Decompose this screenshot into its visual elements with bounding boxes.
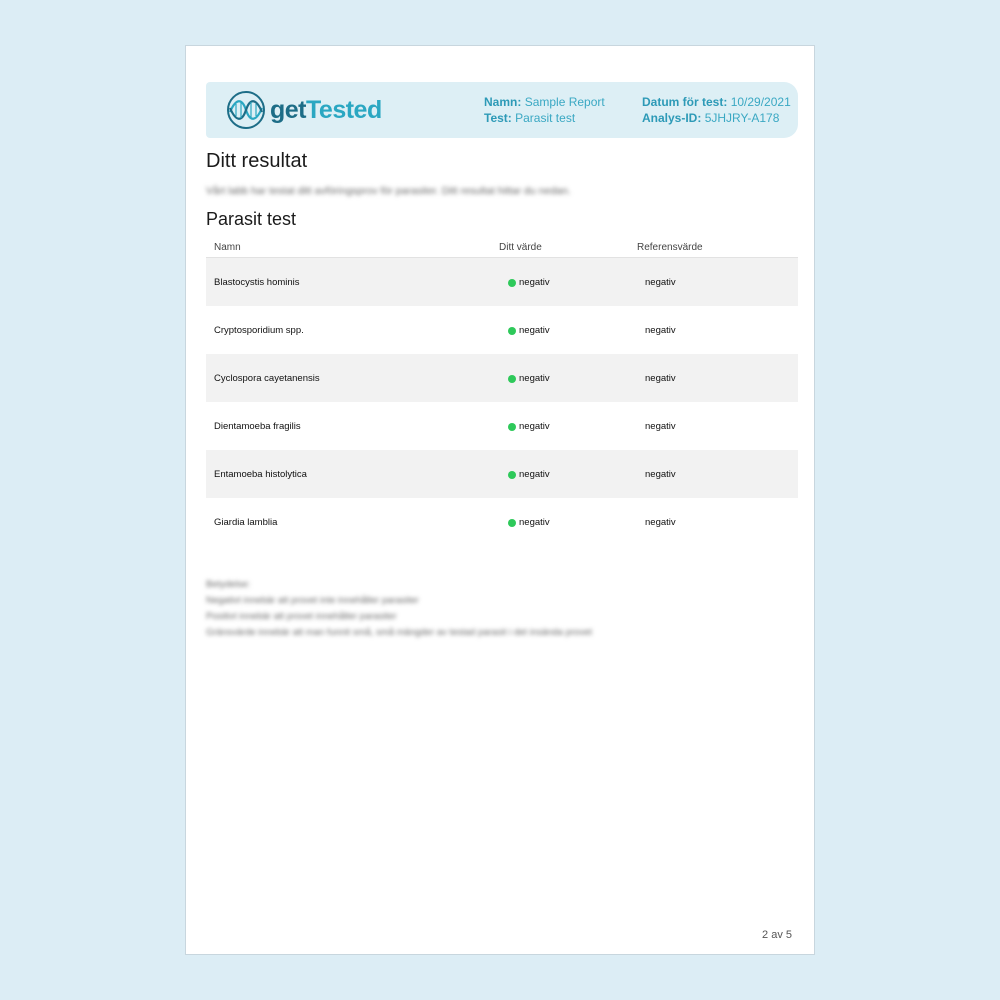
test-value: Parasit test [515,111,576,125]
table-row [206,354,798,402]
table-row [206,258,798,306]
status-dot-icon [508,519,516,527]
result-value: negativ [508,325,550,336]
results-table [206,240,798,546]
reference-value: negativ [645,325,676,336]
parasite-name: Giardia lamblia [214,517,278,528]
parasite-name: Cryptosporidium spp. [214,325,304,336]
table-row [206,402,798,450]
legend-line: Negativt innebär att provet inte innehåller parasiter [206,595,419,606]
reference-value: negativ [645,517,676,528]
parasite-name: Cyclospora cayetanensis [214,373,320,384]
status-dot-icon [508,327,516,335]
table-header [206,240,798,258]
result-value: negativ [508,517,550,528]
table-row [206,450,798,498]
parasite-name: Blastocystis hominis [214,277,300,288]
name-label: Namn: [484,95,522,109]
reference-value: negativ [645,421,676,432]
name-value: Sample Report [524,95,605,109]
reference-value: negativ [645,373,676,384]
report-header [206,82,798,138]
gettested-logo [226,90,382,130]
logo-wordmark: getTested [270,95,382,124]
analysis-value: 5JHJRY-A178 [704,111,780,125]
legend-line: Positivt innebär att provet innehåller parasiter [206,611,397,622]
result-value: negativ [508,373,550,384]
table-row [206,498,798,546]
column-header-value: Ditt värde [499,242,542,253]
result-value: negativ [508,421,550,432]
status-dot-icon [508,471,516,479]
dna-helix-icon [226,90,266,130]
legend-title: Betydelse: [206,579,251,590]
status-dot-icon [508,279,516,287]
parasite-name: Dientamoeba fragilis [214,421,301,432]
parasite-name: Entamoeba histolytica [214,469,307,480]
legend-text [206,577,592,641]
section-title: Parasit test [206,209,297,229]
header-meta-left [484,94,605,126]
analysis-label: Analys-ID: [642,111,702,125]
page-number: 2 av 5 [762,929,792,941]
header-meta-right [642,94,791,126]
result-value: negativ [508,469,550,480]
date-value: 10/29/2021 [730,95,791,109]
column-header-name: Namn [214,242,241,253]
test-label: Test: [484,111,512,125]
result-value: negativ [508,277,550,288]
status-dot-icon [508,375,516,383]
column-header-reference: Referensvärde [637,242,703,253]
table-row [206,306,798,354]
legend-line: Gränsvärde innebär att man funnit små, små mängder av testad parasit i det insända provet [206,627,593,638]
report-page [185,45,815,955]
status-dot-icon [508,423,516,431]
reference-value: negativ [645,277,676,288]
reference-value: negativ [645,469,676,480]
result-title: Ditt resultat [206,150,308,172]
date-label: Datum för test: [642,95,728,109]
intro-text: Vårt labb har testat ditt avföringsprov för parasiter. Ditt resultat hittar du nedan. [206,185,571,197]
